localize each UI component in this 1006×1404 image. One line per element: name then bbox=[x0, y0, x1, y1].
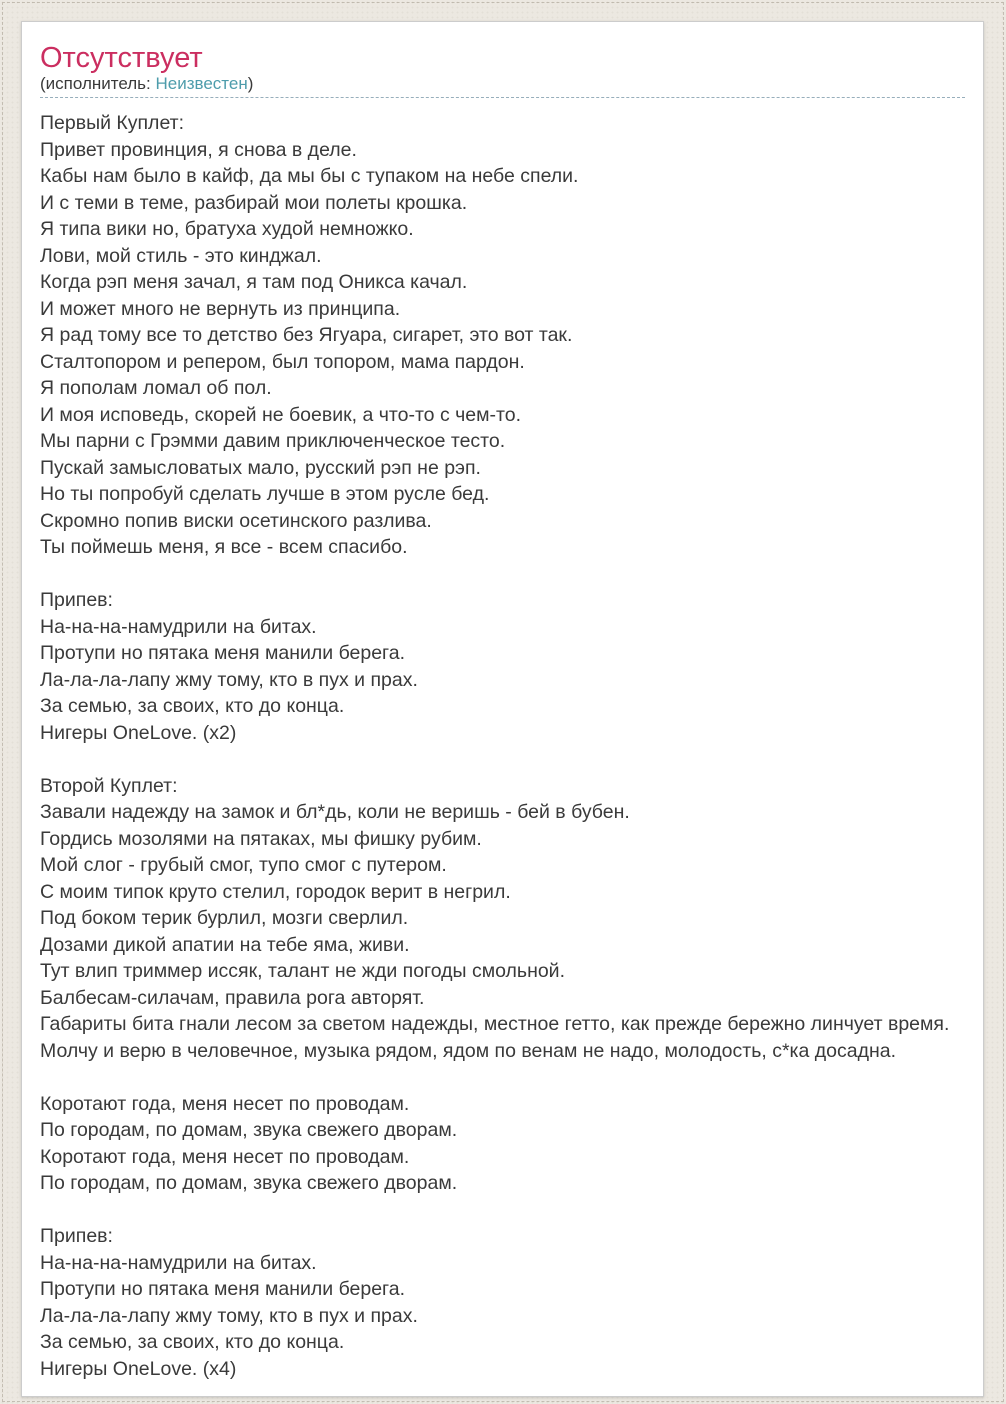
lyric-line: Габариты бита гнали лесом за светом надежды, местное гетто, как прежде бережно линчует время. bbox=[40, 1013, 950, 1035]
lyric-line: Ты поймешь меня, я все - всем спасибо. bbox=[40, 536, 408, 558]
lyric-row bbox=[40, 1144, 965, 1171]
lyric-line: Припев: bbox=[40, 1225, 113, 1247]
lyric-row bbox=[40, 1091, 965, 1118]
lyrics-card bbox=[21, 21, 984, 1397]
lyric-line: Тут влип триммер иссяк, талант не жди погоды смольной. bbox=[40, 960, 565, 982]
lyric-line: Коротают года, меня несет по проводам. bbox=[40, 1092, 410, 1115]
lyric-line: И моя исповедь, скорей не боевик, а что-то с чем-то. bbox=[40, 403, 521, 426]
lyric-line: Первый Куплет: bbox=[40, 112, 184, 134]
lyric-row bbox=[40, 958, 965, 985]
lyric-row bbox=[40, 587, 965, 614]
lyrics bbox=[40, 110, 965, 1382]
lyric-line: Дозами дикой апатии на тебе яма, живи. bbox=[40, 933, 410, 956]
lyric-line: Я рад тому все то детство без Ягуара, сигарет, это вот так. bbox=[40, 324, 573, 346]
lyric-row bbox=[40, 720, 965, 747]
lyric-row bbox=[40, 1276, 965, 1303]
song-header bbox=[40, 42, 965, 98]
lyric-line: Молчу и верю в человечное, музыка рядом, ядом по венам не надо, молодость, с*ка досадна. bbox=[40, 1039, 896, 1062]
lyric-line: Завали надежду на замок и бл*дь, коли не веришь - бей в бубен. bbox=[40, 801, 630, 823]
lyric-line: Коротают года, меня несет по проводам. bbox=[40, 1145, 410, 1168]
artist-line bbox=[40, 74, 965, 94]
lyric-line: Привет провинция, я снова в деле. bbox=[40, 138, 357, 161]
lyric-line: Протупи но пятака меня манили берега. bbox=[40, 642, 406, 664]
lyric-row bbox=[40, 905, 965, 932]
lyric-row bbox=[40, 879, 965, 906]
lyric-row bbox=[40, 481, 965, 508]
lyric-line: Нигеры OneLove. (x2) bbox=[40, 721, 237, 744]
lyric-row bbox=[40, 1170, 965, 1197]
stanza bbox=[40, 773, 965, 1065]
lyric-row bbox=[40, 190, 965, 217]
lyric-line: Мы парни с Грэмми давим приключенческое тесто. bbox=[40, 430, 506, 452]
lyric-line: Кабы нам было в кайф, да мы бы с тупаком на небе спели. bbox=[40, 165, 579, 187]
lyric-line: И может много не вернуть из принципа. bbox=[40, 297, 401, 320]
artist-link[interactable]: Неизвестен bbox=[155, 74, 248, 93]
lyric-row bbox=[40, 667, 965, 694]
stanza bbox=[40, 587, 965, 746]
lyric-row bbox=[40, 1223, 965, 1250]
lyric-row bbox=[40, 402, 965, 429]
lyric-row bbox=[40, 1011, 965, 1038]
lyric-row bbox=[40, 985, 965, 1012]
stanza bbox=[40, 110, 965, 561]
lyric-line: Второй Куплет: bbox=[40, 774, 178, 797]
lyric-row bbox=[40, 508, 965, 535]
lyric-line: Пускай замысловатых мало, русский рэп не рэп. bbox=[40, 456, 481, 479]
lyric-row bbox=[40, 799, 965, 826]
lyric-row bbox=[40, 852, 965, 879]
lyric-line: С моим типок круто стелил, городок верит в негрил. bbox=[40, 880, 511, 903]
lyric-row bbox=[40, 1356, 965, 1383]
lyric-row bbox=[40, 216, 965, 243]
lyric-line: На-на-на-намудрили на битах. bbox=[40, 615, 317, 638]
lyric-line: Под боком терик бурлил, мозги сверлил. bbox=[40, 907, 409, 929]
lyric-line: Ла-ла-ла-лапу жму тому, кто в пух и прах. bbox=[40, 1304, 418, 1327]
lyric-row bbox=[40, 428, 965, 455]
lyric-line: Припев: bbox=[40, 589, 113, 611]
lyric-line: Скромно попив виски осетинского разлива. bbox=[40, 509, 432, 532]
lyric-line: По городам, по домам, звука свежего дворам. bbox=[40, 1172, 458, 1194]
artist-label-open: (исполнитель: bbox=[40, 74, 151, 93]
lyric-row bbox=[40, 534, 965, 561]
lyric-row bbox=[40, 693, 965, 720]
stanza bbox=[40, 1091, 965, 1197]
lyric-row bbox=[40, 1250, 965, 1277]
lyric-line: Сталтопором и репером, был топором, мама пардон. bbox=[40, 350, 525, 373]
lyric-line: За семью, за своих, кто до конца. bbox=[40, 695, 345, 717]
lyric-row bbox=[40, 1038, 965, 1065]
lyric-row bbox=[40, 296, 965, 323]
lyric-row bbox=[40, 1329, 965, 1356]
lyric-line: Но ты попробуй сделать лучше в этом русле бед. bbox=[40, 483, 490, 505]
song-title: Отсутствует bbox=[40, 42, 203, 74]
lyric-row bbox=[40, 455, 965, 482]
lyric-line: Лови, мой стиль - это кинджал. bbox=[40, 244, 322, 267]
lyric-line: За семью, за своих, кто до конца. bbox=[40, 1331, 345, 1353]
lyric-line: Я типа вики но, братуха худой немножко. bbox=[40, 218, 414, 240]
lyric-row bbox=[40, 640, 965, 667]
lyric-row bbox=[40, 826, 965, 853]
lyric-row bbox=[40, 110, 965, 137]
lyric-line: Ла-ла-ла-лапу жму тому, кто в пух и прах. bbox=[40, 668, 418, 691]
lyric-row bbox=[40, 375, 965, 402]
lyric-row bbox=[40, 243, 965, 270]
lyric-line: Мой слог - грубый смог, тупо смог с путером. bbox=[40, 854, 447, 876]
lyric-row bbox=[40, 163, 965, 190]
lyric-row bbox=[40, 349, 965, 376]
lyric-line: Гордись мозолями на пятаках, мы фишку рубим. bbox=[40, 827, 482, 850]
lyric-line: На-на-на-намудрили на битах. bbox=[40, 1251, 317, 1274]
lyric-line: Когда рэп меня зачал, я там под Оникса качал. bbox=[40, 271, 468, 293]
artist-label-close: ) bbox=[247, 74, 254, 93]
lyric-row bbox=[40, 1117, 965, 1144]
lyric-row bbox=[40, 932, 965, 959]
stanza bbox=[40, 1223, 965, 1382]
lyric-line: И с теми в теме, разбирай мои полеты крошка. bbox=[40, 191, 468, 214]
lyric-row bbox=[40, 614, 965, 641]
lyric-row bbox=[40, 773, 965, 800]
lyric-row bbox=[40, 1303, 965, 1330]
lyric-line: По городам, по домам, звука свежего дворам. bbox=[40, 1119, 458, 1141]
lyric-line: Балбесам-силачам, правила рога авторят. bbox=[40, 986, 425, 1009]
lyric-line: Нигеры OneLove. (x4) bbox=[40, 1357, 237, 1380]
lyric-row bbox=[40, 322, 965, 349]
lyric-row bbox=[40, 269, 965, 296]
lyric-line: Протупи но пятака меня манили берега. bbox=[40, 1278, 406, 1300]
lyric-line: Я пополам ломал об пол. bbox=[40, 377, 272, 399]
lyric-row bbox=[40, 137, 965, 164]
